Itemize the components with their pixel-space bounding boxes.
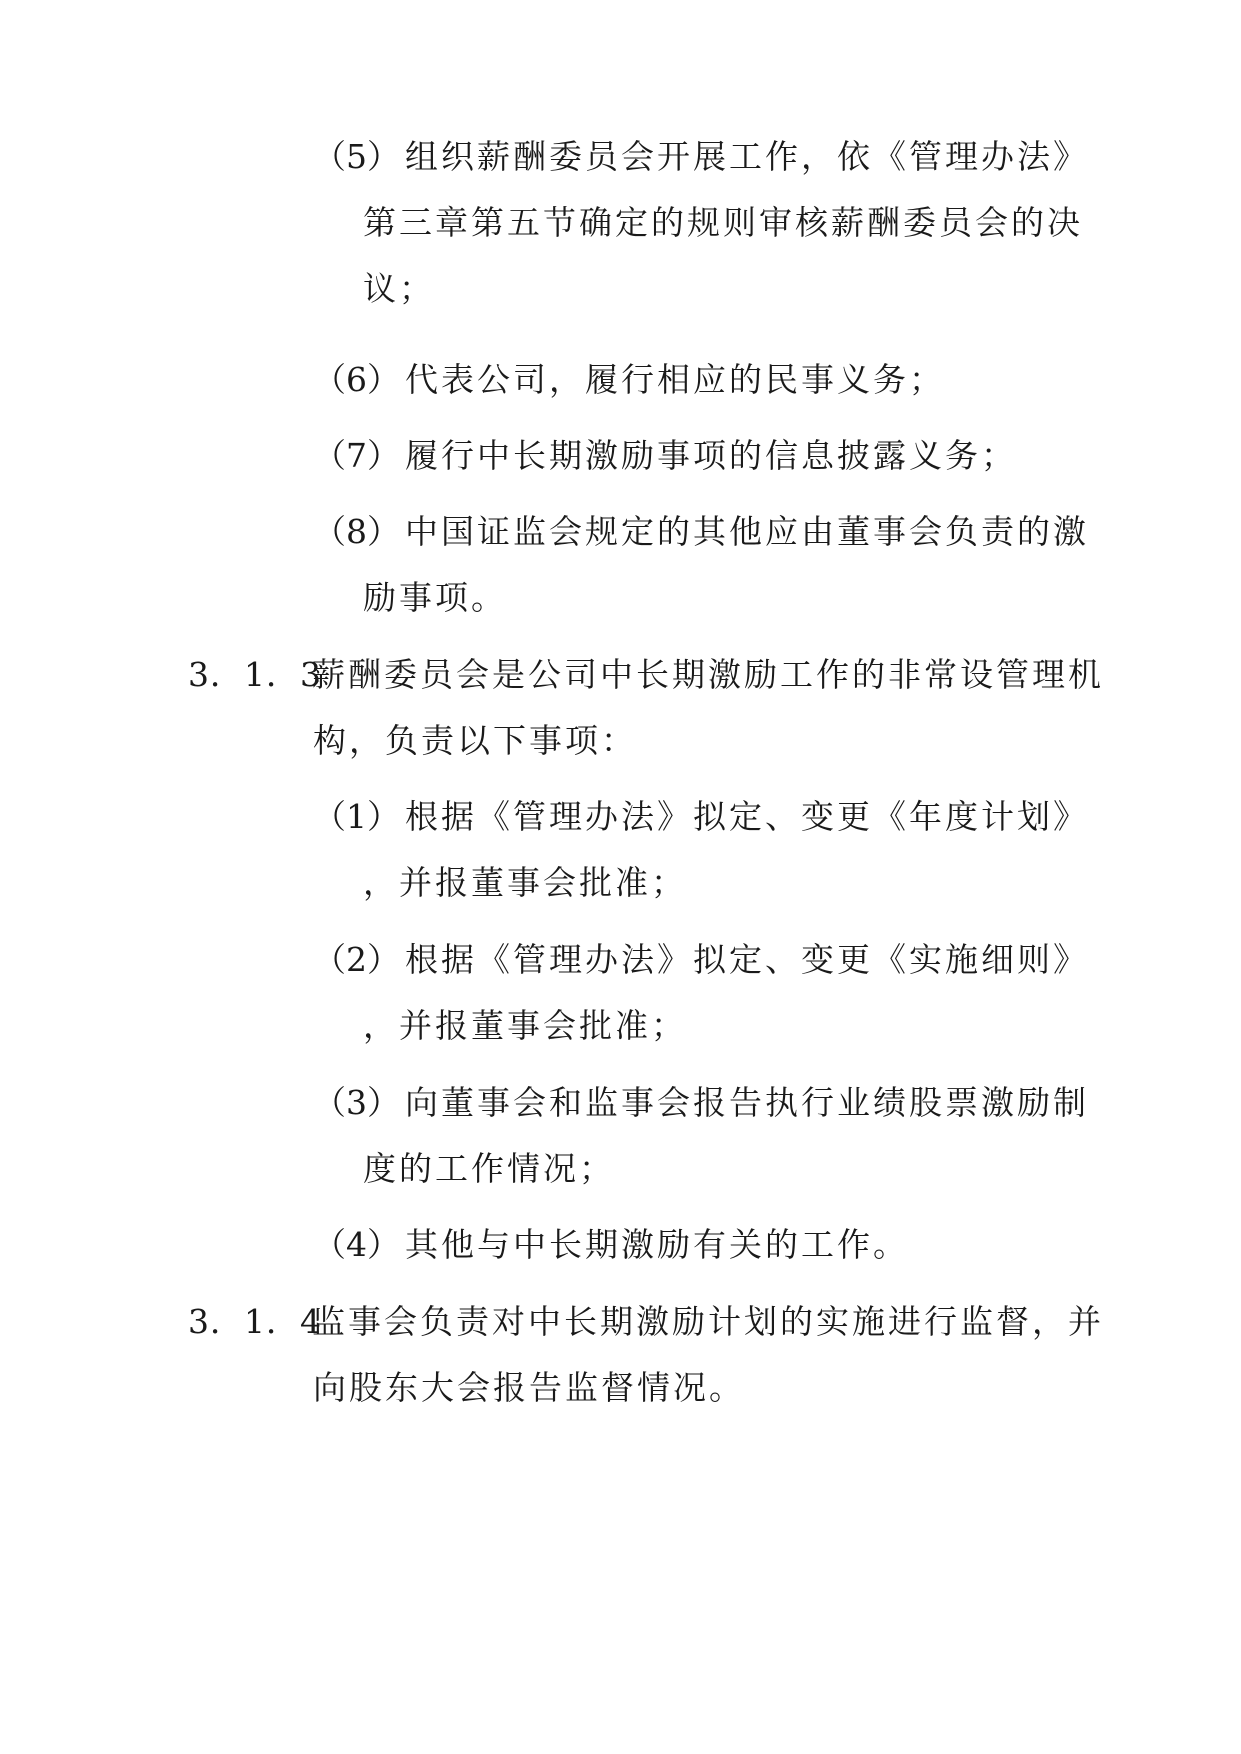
section-text-line: 向股东大会报告监督情况。 bbox=[313, 1368, 745, 1407]
section-number: 3．1．3 bbox=[188, 655, 322, 694]
item-text-line: 组织薪酬委员会开展工作，依《管理办法》 bbox=[405, 137, 1089, 176]
item-number: （5） bbox=[313, 137, 400, 176]
item-number: （4） bbox=[313, 1225, 400, 1264]
item-text-line: 代表公司，履行相应的民事义务； bbox=[405, 360, 945, 399]
item-text-line: 议； bbox=[363, 269, 435, 308]
item-text-line: 励事项。 bbox=[363, 578, 507, 617]
item-text-line: ，并报董事会批准； bbox=[363, 1006, 687, 1045]
section-text-line: 构，负责以下事项： bbox=[313, 721, 637, 760]
item-text-line: 第三章第五节确定的规则审核薪酬委员会的决 bbox=[363, 203, 1083, 242]
section-number: 3．1．4 bbox=[188, 1302, 322, 1341]
item-number: （8） bbox=[313, 512, 400, 551]
item-number: （2） bbox=[313, 940, 400, 979]
item-text-line: 度的工作情况； bbox=[363, 1149, 615, 1188]
section-text-line: 监事会负责对中长期激励计划的实施进行监督，并 bbox=[312, 1302, 1104, 1341]
item-text-line: 向董事会和监事会报告执行业绩股票激励制 bbox=[405, 1083, 1089, 1122]
item-number: （6） bbox=[313, 360, 400, 399]
item-text-line: 履行中长期激励事项的信息披露义务； bbox=[405, 436, 1017, 475]
item-text-line: ，并报董事会批准； bbox=[363, 863, 687, 902]
item-text-line: 中国证监会规定的其他应由董事会负责的激 bbox=[405, 512, 1089, 551]
item-number: （3） bbox=[313, 1083, 400, 1122]
item-text-line: 根据《管理办法》拟定、变更《实施细则》 bbox=[405, 940, 1089, 979]
section-text-line: 薪酬委员会是公司中长期激励工作的非常设管理机 bbox=[312, 655, 1104, 694]
item-number: （7） bbox=[313, 436, 400, 475]
item-text-line: 根据《管理办法》拟定、变更《年度计划》 bbox=[405, 797, 1089, 836]
item-text-line: 其他与中长期激励有关的工作。 bbox=[405, 1225, 909, 1264]
item-number: （1） bbox=[313, 797, 400, 836]
